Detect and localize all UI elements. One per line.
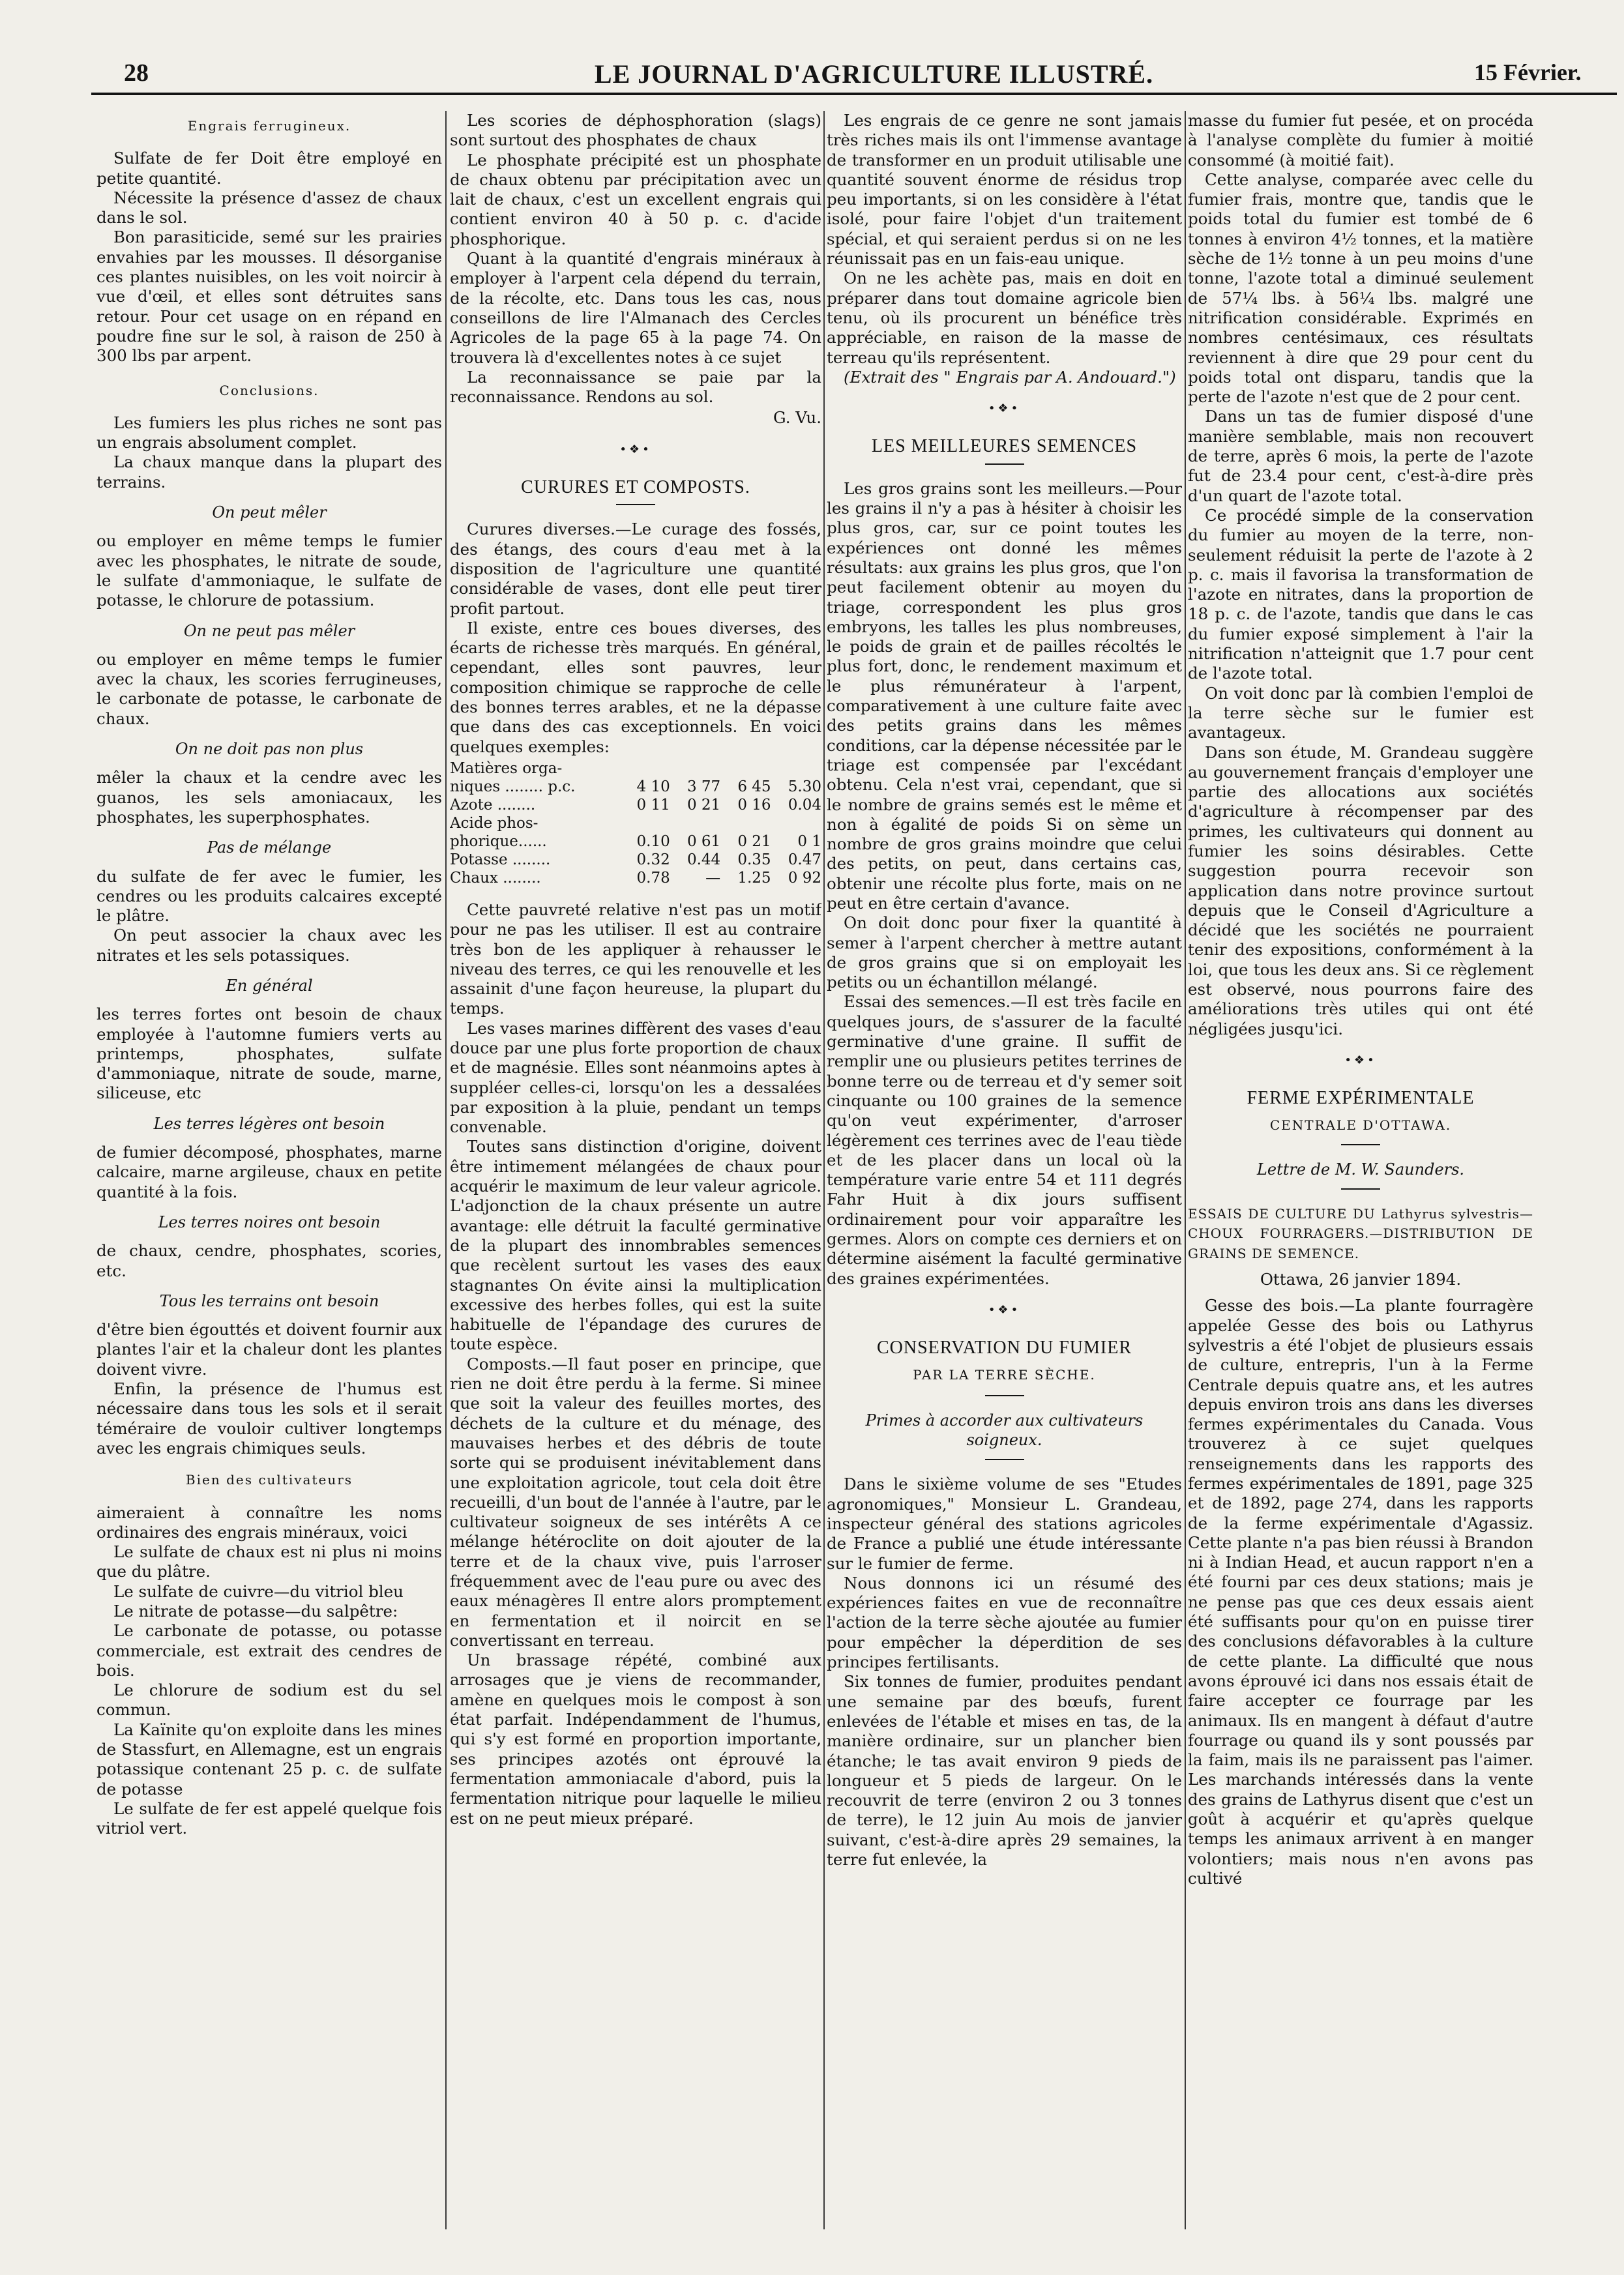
source-note: (Extrait des " Engrais par A. Andouard.")	[844, 367, 1176, 387]
analysis-cell: 4 10	[636, 778, 670, 795]
analysis-cell	[720, 759, 771, 778]
paragraph: ou employer en même temps le fumier avec la chaux, les scories ferrugineuses, le carbonate de potasse, le carbonate de chaux.	[96, 649, 442, 728]
paragraph: Quant à la quantité d'engrais minéraux à employer à l'arpent cela dépend du terrain, de la récolte, etc. Dans tous les cas, nous conseillons de lire l'Almanach des Cercles Agricoles de la page 65 à la page 74. On trouvera là d'excellentes notes à ce sujet	[450, 249, 821, 367]
analysis-cell: 0 92	[788, 869, 821, 887]
analysis-cell: 0 16	[737, 796, 771, 814]
paragraph: Dans son étude, M. Grandeau suggère au gouvernement français d'employer une partie des allocations aux sociétés d'agriculture à récompenser par des primes, les cultivateurs qui donnent au fumier les soins désirables. Cette suggestion pourra recevoir son application dans notre province surtout depuis que le Conseil d'Agriculture a décidé que les sociétés ne pourraient tenir des expositions, conformément à la loi, que tous les deux ans. Si ce règlement est observé, nous pourrons faire des améliorations très utiles qui ont été négligées jusqu'ici.	[1188, 742, 1533, 1038]
paragraph: Dans un tas de fumier disposé d'une manière semblable, mais non recouvert de terre, après 6 mois, la perte de l'azote fut de 23.4 pour cent, c'est-à-dire près d'un quart de l'azote total.	[1188, 407, 1533, 505]
heading-rule	[1341, 1188, 1380, 1190]
paragraph: Le sulfate de cuivre—du vitriol bleu	[113, 1581, 404, 1601]
paragraph: Les gros grains sont les meilleurs.—Pour les grains il n'y a pas à hésiter à choisir les plus gros, car, sur ce point toutes les expériences ont donné les mêmes résultats: aux grains les plus gros, que l'on peut facilement obtenir au moyen du triage, correspondent les plus gros embryons, les talles les plus nombreuses, le poids de grain et de pailles récoltés le plus fort, donc, le rendement maximum et le plus rémunérateur à l'arpent, comparativement à une culture faite avec des petits grains dans les mêmes conditions, car la dépense nécessitée par le triage est compensée par l'excédant obtenu. Cela n'est vrai, cependant, que si le nombre de grains semés est le même et non à égalité de poids Si on sème un nombre de gros grains moindre que celui des petits, on peut, dans certains cas, obtenir une récolte plus forte, mais on ne peut en être certain d'avance.	[827, 478, 1182, 913]
paragraph: d'être bien égouttés et doivent fournir aux plantes l'air et la chaleur dont les plantes doivent vivre.	[96, 1320, 442, 1379]
analysis-cell: 0.10	[636, 832, 670, 850]
analysis-row-label: Matières orga-	[450, 759, 563, 777]
paragraph: Cette analyse, comparée avec celle du fumier frais, montre que, tandis que le poids total du fumier est tombé de 6 tonnes à environ 4½ tonnes, et la matière sèche de 1½ tonne à un peu moins d'une tonne, l'azote total a diminué seulement de 57¼ lbs. à 56¼ lbs. malgré une nitrification considérable. Exprimés en nombres centésimaux, ces résultats reviennent à dire que 29 pour cent du poids total ont disparu, tandis que la perte de l'azote n'est que de 2 pour cent.	[1188, 169, 1533, 407]
analysis-cell	[619, 814, 670, 832]
heading-rule	[985, 1459, 1024, 1460]
paragraph: du sulfate de fer avec le fumier, les cendres ou les produits calcaires excepté le plâtre.	[96, 866, 442, 926]
analysis-row-label: phorique......	[450, 832, 547, 850]
analysis-row-label: Acide phos-	[450, 814, 539, 832]
analysis-cell	[720, 814, 771, 832]
paragraph: de fumier décomposé, phosphates, marne calcaire, marne argileuse, chaux en petite quantité à la fois.	[96, 1143, 442, 1201]
ornament: •❖•	[619, 442, 652, 456]
paragraph: Les engrais de ce genre ne sont jamais très riches mais ils ont l'immense avantage de transformer en un produit utilisable une quantité souvent énorme de résidus trop peu importants, si on les considère à l'état isolé, pour faire l'objet d'un traitement spécial, et qui seraient perdus si on ne les réunissait pas en un fais-eau unique.	[827, 111, 1182, 269]
subheading: En général	[226, 976, 313, 995]
paragraph: Il existe, entre ces boues diverses, des écarts de richesse très marqués. En général, cependant, elles sont pauvres, leur composition chimique se rapproche de celle des bonnes terres arables, et ne la dépasse que dans des cas exceptionnels. En voici quelques exemples:	[450, 618, 821, 756]
paragraph: Le phosphate précipité est un phosphate de chaux obtenu par précipitation avec un lait de chaux, c'est un excellent engrais qui contient environ 40 à 50 p. c. d'acide phosphorique.	[450, 150, 821, 248]
paragraph: On doit donc pour fixer la quantité à semer à l'arpent chercher à mettre autant de gros grains que si on employait les petits ou un échantillon mélangé.	[827, 913, 1182, 992]
section-heading: LES MEILLEURES SEMENCES	[871, 436, 1138, 457]
paragraph: Ce procédé simple de la conservation du fumier au moyen de la terre, non-seulement réduisit la perte de l'azote à 2 p. c. mais il favorisa la transformation de l'azote en nitrates, dans la proportion de 18 p. c. de l'azote, tandis que dans le cas du fumier exposé simplement à l'air la nitrification n'atteignit que 1.7 pour cent de l'azote total.	[1188, 505, 1533, 683]
paragraph: Les scories de déphosphoration (slags) sont surtout des phosphates de chaux	[450, 111, 821, 150]
analysis-cell: 0 1	[797, 832, 821, 850]
subheading: CENTRALE D'OTTAWA.	[1269, 1117, 1452, 1133]
subheading: Les terres légères ont besoin	[153, 1114, 385, 1133]
column-2	[450, 111, 821, 2236]
section-heading: CURURES ET COMPOSTS.	[521, 477, 750, 498]
paragraph: Les vases marines diffèrent des vases d'eau douce par une plus forte proportion de chaux et de magnésie. Elles sont néanmoins aptes à suppléer celles-ci, lorsqu'on les a dessalées par exposition à la pluie, pendant un temps convenable.	[450, 1018, 821, 1137]
paragraph: ou employer en même temps le fumier avec les phosphates, le nitrate de soude, le sulfate d'ammoniaque, le sulfate de potasse, le chlorure de potassium.	[96, 531, 442, 610]
heading-rule	[1341, 1144, 1380, 1145]
page-number: 28	[124, 59, 149, 87]
heading-rule	[985, 1395, 1024, 1396]
analysis-row	[450, 832, 821, 851]
paragraph: Enfin, la présence de l'humus est nécessaire dans tous les sols et il serait téméraire de vouloir cultiver longtemps avec les engrais chimiques seuls.	[96, 1379, 442, 1458]
section-heading: FERME EXPÉRIMENTALE	[1247, 1088, 1475, 1109]
paragraph: mêler la chaux et la cendre avec les guanos, les sels amoniacaux, les phosphates, les superphosphates.	[96, 768, 442, 827]
ornament: •❖•	[988, 1302, 1021, 1317]
section-heading: CONSERVATION DU FUMIER	[876, 1338, 1132, 1358]
analysis-cell: 6 45	[737, 778, 771, 795]
paragraph: Sulfate de fer Doit être employé en petite quantité.	[96, 149, 442, 188]
section-heading: Engrais ferrugineux.	[187, 118, 351, 134]
ornament: •❖•	[988, 402, 1021, 416]
heading-rule	[985, 463, 1024, 465]
column-divider	[1185, 111, 1186, 2229]
issue-date: 15 Février.	[1474, 59, 1582, 85]
analysis-cell: 0.78	[636, 869, 670, 887]
paragraph: Nécessite la présence d'assez de chaux dans le sol.	[96, 188, 442, 228]
paragraph: Nous donnons ici un résumé des expériences faites en vue de reconnaître l'action de la terre sèche ajoutée au fumier pour empêcher la déperdition de ses principes fertilisants.	[827, 1573, 1182, 1672]
analysis-row-label: Azote ........	[450, 796, 536, 814]
paragraph: masse du fumier fut pesée, et on procéda à l'analyse complète du fumier à moitié consommé (à moitié fait).	[1188, 111, 1533, 169]
newspaper-title: LE JOURNAL D'AGRICULTURE ILLUSTRÉ.	[594, 59, 1154, 89]
analysis-cell: 0.04	[788, 796, 821, 814]
section-heading: Bien des cultivateurs	[185, 1472, 353, 1488]
analysis-row-label: Potasse ........	[450, 851, 551, 868]
subheading: On ne peut pas mêler	[183, 621, 355, 640]
paragraph: Composts.—Il faut poser en principe, que rien ne doit être perdu à la ferme. Si minee que soit la valeur des feuilles mortes, des déchets de la culture et du ménage, des mauvaises herbes et des débris de toute sorte qui se produisent inévitablement dans une exploitation agricole, tout cela doit être recueilli, d'un bout de l'année à l'autre, par le cultivateur soigneux de ses intérêts A ce mélange hétéroclite on doit ajouter de la terre et de la chaux vive, puis l'arroser fréquemment avec de l'eau pure ou avec des eaux ménagères Il entre alors promptement en fermentation et il noircit en se convertissant en terreau.	[450, 1354, 821, 1650]
paragraph: Gesse des bois.—La plante fourragère appelée Gesse des bois ou Lathyrus sylvestris a été l'objet de plusieurs essais de culture, entrepris, l'un à la Ferme Centrale depuis quatre ans, et les autres depuis environ trois ans dans les diverses fermes expérimentales du Canada. Vous trouverez à ce sujet quelques renseignements dans les rapports des fermes expérimentales de 1891, page 325 et de 1892, page 274, dans les rapports de la ferme expérimentale d'Agassiz. Cette plante n'a pas bien réussi à Brandon ni à Indian Head, et aucun rapport n'en a été fourni par ces deux stations; mais je ne pense pas que ces deux essais aient été suffisants pour qu'on en puisse tirer des conclusions défavorables à la culture de cette plante. La difficulté que nous avons éprouvé ici dans nos essais était de faire accepter ce fourrage par les animaux. Ils en mangent à défaut d'autre fourrage ou quand ils y sont poussés par la faim, mais ils ne paraissent pas l'aimer. Les marchands intéressés dans la vente des grains de Lathyrus disent que c'est un goût à acquérir et qu'après quelque temps les animaux arrivent à en manger volontiers; mais nous n'en avons pas cultivé	[1188, 1296, 1533, 1888]
paragraph: Six tonnes de fumier, produites pendant une semaine par des bœufs, furent enlevées de l'étable et mises en tas, de la manière ordinaire, sur un plancher bien étanche; le tas avait environ 9 pieds de longueur et 5 pieds de largeur. On le recouvrit de terre (environ 2 ou 3 tonnes de terre), le 12 juin Au mois de janvier suivant, c'est-à-dire après 29 semaines, la terre fut enlevée, la	[827, 1672, 1182, 1870]
analysis-cell: 0.32	[636, 851, 670, 868]
analysis-cell	[670, 759, 720, 778]
paragraph: Le sulfate de fer est appelé quelque fois vitriol vert.	[96, 1798, 442, 1838]
paragraph: La Kaïnite qu'on exploite dans les mines de Stassfurt, en Allemagne, est un engrais potassique contenant 25 p. c. de sulfate de potasse	[96, 1720, 442, 1798]
analysis-row-label: Chaux ........	[450, 869, 541, 887]
analysis-cell: 0.44	[687, 851, 721, 868]
paragraph: Cette pauvreté relative n'est pas un motif pour ne pas les utiliser. Il est au contraire très bon de les appliquer à rehausser le niveau des terres, ce qui les renouvelle et les assainit d'une façon heureuse, la plupart du temps.	[450, 900, 821, 1018]
analysis-cell: 0.47	[788, 851, 821, 868]
signature: G. Vu.	[773, 408, 821, 428]
column-4	[1188, 111, 1533, 2236]
analysis-row	[450, 851, 821, 869]
subheading: Tous les terrains ont besoin	[159, 1291, 379, 1310]
section-heading: Conclusions.	[219, 382, 319, 398]
paragraph: On peut associer la chaux avec les nitrates et les sels potassiques.	[96, 926, 442, 965]
page-header	[124, 52, 1624, 91]
analysis-cell	[670, 814, 720, 832]
analysis-cell	[771, 814, 821, 832]
analysis-cell	[619, 759, 670, 778]
letter-heading: Lettre de M. W. Saunders.	[1256, 1160, 1465, 1179]
header-rule	[91, 93, 1617, 95]
ornament: •❖•	[1344, 1053, 1377, 1067]
subheading: Primes à accorder aux cultivateurs soigneux.	[865, 1411, 1144, 1450]
paragraph: Dans le sixième volume de ses "Etudes agronomiques," Monsieur L. Grandeau, inspecteur général des stations agricoles de France a publié une étude intéressante sur le fumier de ferme.	[827, 1475, 1182, 1573]
paragraph: aimeraient à connaître les noms ordinaires des engrais minéraux, voici	[96, 1503, 442, 1542]
subheading: On ne doit pas non plus	[175, 740, 364, 759]
paragraph: Curures diverses.—Le curage des fossés, des étangs, des cours d'eau met à la disposition de l'agriculture une quantité considérable de vases, dont elle peut tirer profit partout.	[450, 520, 821, 618]
subheading: Les terres noires ont besoin	[158, 1212, 381, 1231]
paragraph: Bon parasiticide, semé sur les prairies envahies par les mousses. Il désorganise ces plantes nuisibles, on les voit noircir à vue d'œil, et elles sont détruites sans retour. Pour cet usage on en répand en poudre fine sur le sol, à raison de 250 à 300 lbs par arpent.	[96, 228, 442, 366]
paragraph: On voit donc par là combien l'emploi de la terre sèche sur le fumier est avantageux.	[1188, 683, 1533, 742]
paragraph: Essai des semences.—Il est très facile en quelques jours, de s'assurer de la faculté germinative d'une graine. Il suffit de remplir une ou plusieurs petites terrines de bonne terre ou de terreau et d'y semer soit cinquante ou 100 graines de la semence qu'on veut expérimenter, d'arroser légèrement ces terrines avec de l'eau tiède et de les placer dans un local où la température varie entre 54 et 111 degrés Fahr Huit à dix jours suffisent ordinairement pour voir apparaître les germes. Alors on compte ces derniers et on détermine aisément la faculté germinative des graines expérimentées.	[827, 992, 1182, 1288]
paragraph: Le carbonate de potasse, ou potasse commerciale, est extrait des cendres de bois.	[96, 1621, 442, 1680]
paragraph: Le sulfate de chaux est ni plus ni moins que du plâtre.	[96, 1542, 442, 1581]
analysis-row	[450, 796, 821, 814]
heading-rule	[616, 504, 655, 505]
analysis-cell: 3 77	[687, 778, 721, 795]
paragraph: La chaux manque dans la plupart des terrains.	[96, 452, 442, 492]
column-3	[827, 111, 1182, 2236]
paragraph: Les fumiers les plus riches ne sont pas un engrais absolument complet.	[96, 413, 442, 452]
dateline: Ottawa, 26 janvier 1894.	[1260, 1270, 1462, 1289]
paragraph: de chaux, cendre, phosphates, scories, etc.	[96, 1241, 442, 1280]
column-divider	[823, 111, 825, 2229]
subheading: PAR LA TERRE SÈCHE.	[913, 1366, 1096, 1383]
analysis-cell: 0 21	[687, 796, 721, 814]
column-1	[96, 111, 442, 2236]
subheading: Pas de mélange	[207, 838, 332, 857]
analysis-cell: 0 11	[636, 796, 670, 814]
analysis-row	[450, 778, 821, 796]
column-divider	[445, 111, 447, 2229]
paragraph: La reconnaissance se paie par la reconnaissance. Rendons au sol.	[450, 367, 821, 407]
paragraph: les terres fortes ont besoin de chaux employée à l'automne fumiers verts au printemps, phosphates, sulfate d'ammoniaque, nitrate de soude, marne, siliceuse, etc	[96, 1005, 442, 1103]
analysis-row-label: niques ........ p.c.	[450, 778, 576, 795]
paragraph: On ne les achète pas, mais en doit en préparer dans tout domaine agricole bien tenu, où ils procurent un bénéfice très appréciable, en raison de la masse de terreau qu'ils représentent.	[827, 269, 1182, 367]
analysis-row	[450, 759, 821, 778]
analysis-cell: 0 61	[687, 832, 721, 850]
analysis-table	[450, 759, 821, 887]
subheading: On peut mêler	[212, 503, 327, 522]
essais-heading: ESSAIS DE CULTURE DU Lathyrus sylvestris—CHOUX FOURRAGERS.—DISTRIBUTION DE GRAINS DE SEMENCE.	[1188, 1206, 1533, 1261]
analysis-cell: 5.30	[788, 778, 821, 795]
paragraph: Un brassage répété, combiné aux arrosages que je viens de recommander, amène en quelques mois le compost à son état parfait. Indépendamment de l'humus, qui s'y est formé en proportion importante, ses principes azotés ont éprouvé la fermentation ammoniacale d'abord, puis la fermentation nitrique pour laquelle le milieu est on ne peut mieux préparé.	[450, 1651, 821, 1828]
analysis-cell: 0 21	[737, 832, 771, 850]
paragraph: Le nitrate de potasse—du salpêtre:	[113, 1602, 398, 1621]
paragraph: Toutes sans distinction d'origine, doivent être intimement mélangées de chaux pour acquérir le maximum de leur valeur agricole. L'adjonction de la chaux présente un autre avantage: elle détruit la faculté germinative de la plupart des innombrables semences que recèlent surtout les vases des eaux stagnantes On évite ainsi la multiplication excessive des herbes folles, qui est la suite habituelle de l'épandage des curures de toute espèce.	[450, 1137, 821, 1354]
paragraph: Le chlorure de sodium est du sel commun.	[96, 1681, 442, 1720]
analysis-cell: 1.25	[737, 869, 771, 887]
analysis-cell	[771, 759, 821, 778]
analysis-cell: 0.35	[737, 851, 771, 868]
analysis-row	[450, 869, 821, 887]
analysis-row	[450, 814, 821, 832]
analysis-cell: —	[705, 869, 721, 887]
